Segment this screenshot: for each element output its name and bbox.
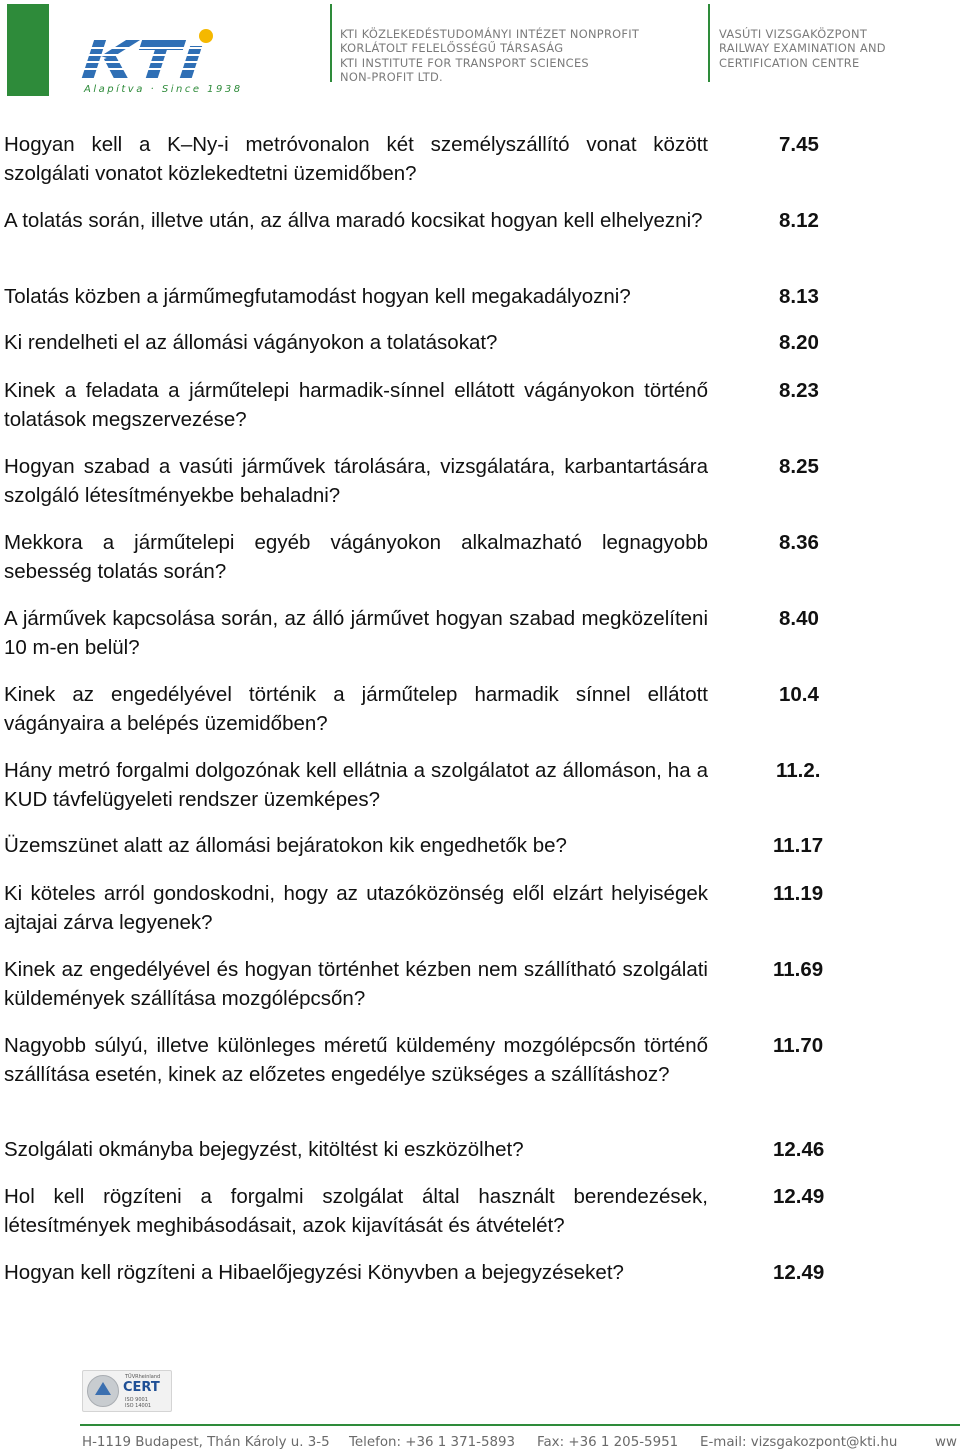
logo-sun-icon [199,29,213,43]
question-text: Kinek a feladata a járműtelepi harmadik-sínnel ellátott vágányokon történő tolatások megszervezése? [4,379,708,431]
reference-number: 8.23 [779,379,819,402]
reference-number: 7.45 [779,133,819,156]
institute-name [340,27,700,85]
reference-number: 12.46 [773,1138,825,1161]
institute-line: KTI KÖZLEKEDÉSTUDOMÁNYI INTÉZET NONPROFIT [340,27,640,41]
question-text: Ki köteles arról gondoskodni, hogy az utazóközönség elől elzárt helyiségek ajtajai zárva legyenek? [4,882,708,934]
footer-web[interactable]: ww [935,1435,957,1450]
question-text: Hogyan kell a K–Ny-i metróvonalon két személyszállító vonat között szolgálati vonatot közlekedtetni üzemidőben? [4,133,708,185]
question-text: Nagyobb súlyú, illetve különleges méretű küldemény mozgólépcsőn történő szállítása esetén, kinek az előzetes engedélye szükséges a szállításhoz? [4,1034,708,1086]
centre-name [719,27,959,70]
cert-iso-line: ISO 9001 [125,1397,148,1403]
footer-email[interactable]: E-mail: vizsgakozpont@kti.hu [700,1435,898,1450]
question-text: Kinek az engedélyével történik a járműtelep harmadik sínnel ellátott vágányaira a belépés üzemidőben? [4,683,708,735]
reference-number: 11.2. [776,759,821,782]
reference-number: 11.17 [773,834,824,857]
institute-line: KTI INSTITUTE FOR TRANSPORT SCIENCES [340,55,589,70]
reference-number: 10.4 [779,683,819,706]
reference-number: 12.49 [773,1185,825,1208]
reference-number: 8.13 [779,285,819,308]
institute-line: NON-PROFIT LTD. [340,70,443,85]
tuv-triangle-icon [95,1382,111,1395]
reference-number: 8.40 [779,607,819,630]
question-text: Hogyan szabad a vasúti járművek tárolására, vizsgálatára, karbantartására szolgáló létesítményekbe behaladni? [4,455,708,507]
reference-number: 11.69 [773,958,824,981]
question-text: Tolatás közben a járműmegfutamodást hogyan kell megakadályozni? [4,285,631,308]
header-divider [330,4,332,82]
footer-address: H-1119 Budapest, Thán Károly u. 3-5 [82,1435,330,1450]
logo-tagline: Alapítva · Since 1938 [84,84,243,95]
reference-number: 8.25 [779,455,819,478]
reference-number: 11.70 [773,1034,824,1057]
question-text: Üzemszünet alatt az állomási bejáratokon kik engedhetők be? [4,834,567,857]
cert-iso-line: ISO 14001 [125,1403,152,1409]
reference-number: 8.20 [779,331,819,354]
question-text: Hol kell rögzíteni a forgalmi szolgálat által használt berendezések, létesítmények meghibásodásait, azok kijavítását és átvételét? [4,1185,708,1237]
centre-line: RAILWAY EXAMINATION AND [719,41,886,56]
reference-number: 8.36 [779,531,819,554]
reference-number: 11.19 [773,882,824,905]
cert-iso [125,1397,151,1409]
question-text: Kinek az engedélyével és hogyan történhet kézben nem szállítható szolgálati küldemények szállítása mozgólépcsőn? [4,958,708,1010]
reference-number: 8.12 [779,209,819,232]
cert-label: CERT [123,1380,160,1395]
question-text: Hány metró forgalmi dolgozónak kell ellátnia a szolgálatot az állomáson, ha a KUD távfelügyeleti rendszer üzemképes? [4,759,708,811]
header-divider [708,4,710,82]
kti-logo [80,28,243,98]
footer-fax: Fax: +36 1 205-5951 [537,1435,679,1450]
question-text: Ki rendelheti el az állomási vágányokon a tolatásokat? [4,331,498,354]
question-text: Mekkora a járműtelepi egyéb vágányokon alkalmazható legnagyobb sebesség tolatás során? [4,531,708,583]
footer-phone: Telefon: +36 1 371-5893 [349,1435,516,1450]
centre-line: CERTIFICATION CENTRE [719,55,860,70]
question-text: A járművek kapcsolása során, az álló járművet hogyan szabad megközelíteni 10 m-en belül? [4,607,708,659]
kti-logo-mark [80,28,230,80]
footer-divider [80,1424,960,1426]
brand-bar [7,4,49,96]
centre-line: VASÚTI VIZSGAKÖZPONT [719,27,868,41]
reference-number: 12.49 [773,1261,825,1284]
institute-line: KORLÁTOLT FELELŐSSÉGŰ TÁRSASÁG [340,41,564,56]
tuv-cert-logo [82,1370,172,1412]
cert-issuer: TÜVRheinland [125,1374,161,1380]
svg-text:KTI: KTI [80,28,82,29]
question-text: A tolatás során, illetve után, az állva maradó kocsikat hogyan kell elhelyezni? [4,209,703,232]
question-text: Szolgálati okmányba bejegyzést, kitöltést ki eszközölhet? [4,1138,524,1161]
page-header [0,0,960,110]
question-text: Hogyan kell rögzíteni a Hibaelőjegyzési Könyvben a bejegyzéseket? [4,1261,624,1284]
